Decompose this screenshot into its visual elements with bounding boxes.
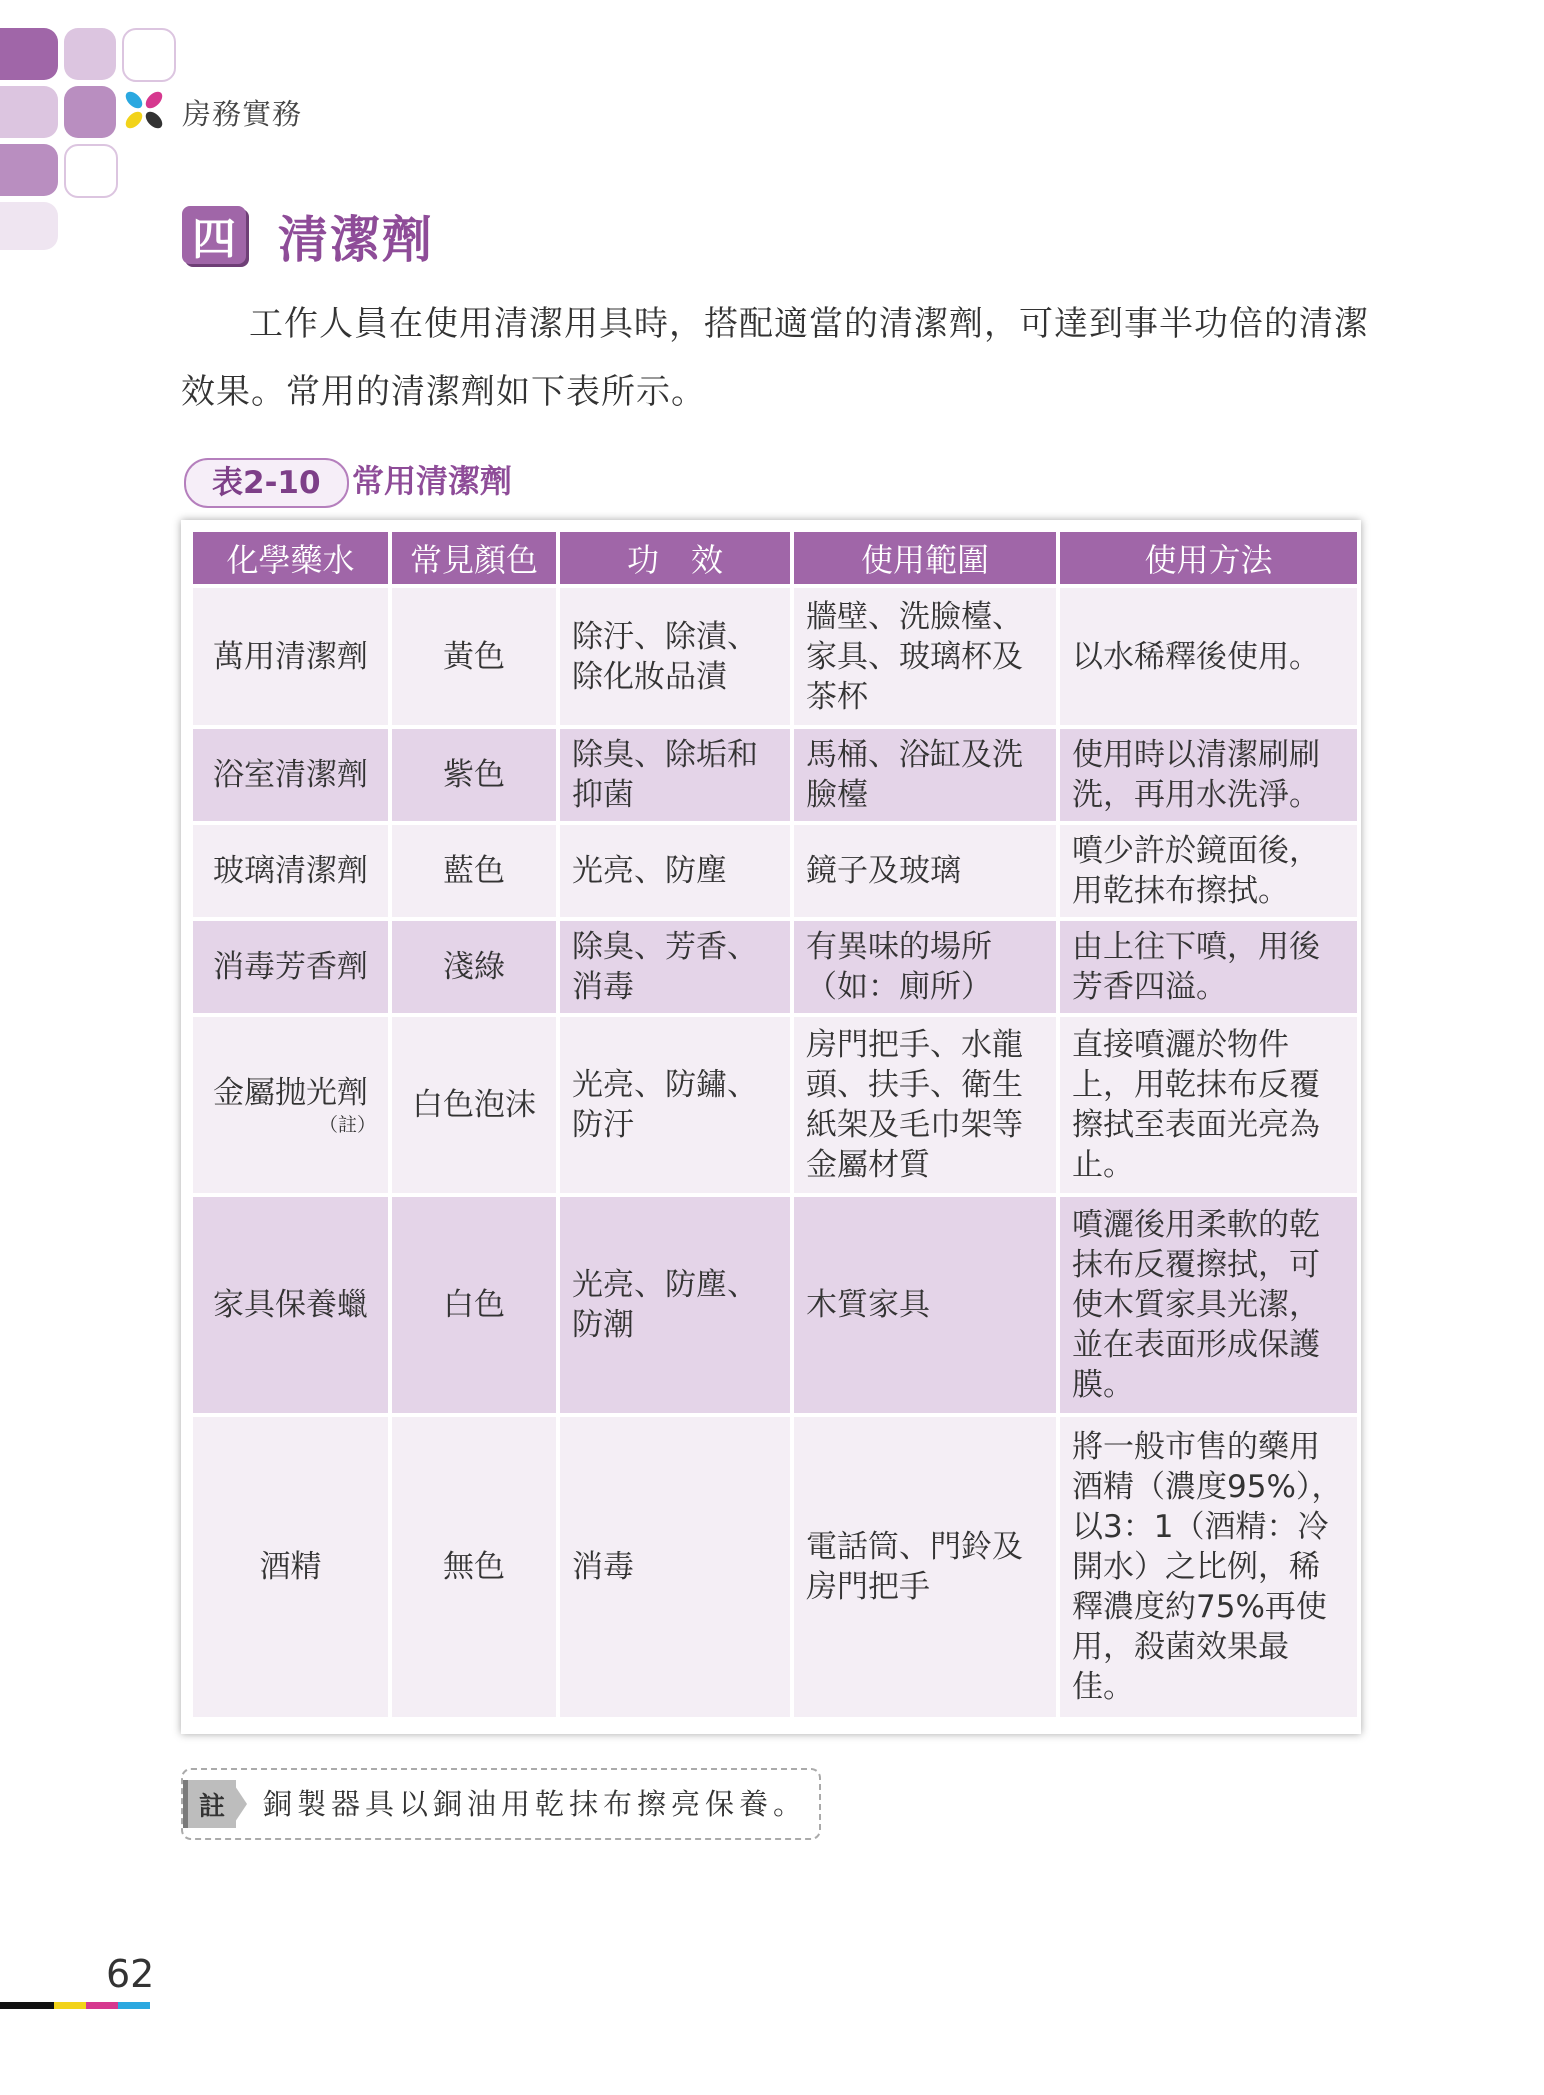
flower-logo-icon xyxy=(122,88,166,132)
cell-effect: 消毒 xyxy=(560,1417,790,1717)
cell-chemical: 消毒芳香劑 xyxy=(193,921,388,1013)
cell-color: 淺綠 xyxy=(392,921,556,1013)
cell-scope: 牆壁、洗臉檯、家具、玻璃杯及茶杯 xyxy=(794,588,1056,725)
cell-color: 白色 xyxy=(392,1197,556,1413)
decor-square xyxy=(64,28,116,80)
cell-method: 噴灑後用柔軟的乾抹布反覆擦拭，可使木質家具光潔，並在表面形成保護膜。 xyxy=(1060,1197,1357,1413)
cell-effect: 除臭、芳香、消毒 xyxy=(560,921,790,1013)
cell-effect: 除汙、除漬、除化妝品漬 xyxy=(560,588,790,725)
color-bar-yellow xyxy=(54,2002,86,2009)
chapter-title: 房務實務 xyxy=(182,97,303,131)
header-effect: 功 效 xyxy=(560,532,790,584)
color-bar-cyan xyxy=(118,2002,150,2009)
section-number: 四 xyxy=(182,206,246,264)
decor-square xyxy=(122,28,176,82)
cell-scope: 鏡子及玻璃 xyxy=(794,825,1056,917)
cell-chemical: 萬用清潔劑 xyxy=(193,588,388,725)
color-bar-black xyxy=(0,2002,54,2009)
decor-square xyxy=(64,86,116,138)
cell-effect: 光亮、防鏽、防汙 xyxy=(560,1017,790,1193)
cell-chemical-with-note xyxy=(193,1017,388,1193)
cell-color: 紫色 xyxy=(392,729,556,821)
footnote-tag-arrow xyxy=(231,1780,247,1828)
footnote-tag: 註 xyxy=(183,1780,236,1828)
header-method: 使用方法 xyxy=(1060,532,1357,584)
table-row xyxy=(193,1017,1357,1193)
decor-square xyxy=(0,144,58,196)
cell-chemical: 浴室清潔劑 xyxy=(193,729,388,821)
cell-scope: 馬桶、浴缸及洗臉檯 xyxy=(794,729,1056,821)
cell-method: 將一般市售的藥用酒精（濃度95%），以3：1（酒精：冷開水）之比例，稀釋濃度約75%再使用，殺菌效果最佳。 xyxy=(1060,1417,1357,1717)
color-bar-magenta xyxy=(86,2002,118,2009)
cell-effect: 除臭、除垢和抑菌 xyxy=(560,729,790,821)
cell-method: 由上往下噴，用後芳香四溢。 xyxy=(1060,921,1357,1013)
cell-chemical: 家具保養蠟 xyxy=(193,1197,388,1413)
cell-color: 藍色 xyxy=(392,825,556,917)
footnote-box xyxy=(181,1768,821,1840)
cell-scope: 有異味的場所（如：廁所） xyxy=(794,921,1056,1013)
table-row xyxy=(193,1417,1357,1717)
table-row xyxy=(193,588,1357,725)
cell-color: 無色 xyxy=(392,1417,556,1717)
table-header-row xyxy=(193,532,1357,584)
cell-scope: 木質家具 xyxy=(794,1197,1056,1413)
cell-effect: 光亮、防塵、防潮 xyxy=(560,1197,790,1413)
section-title: 清潔劑 xyxy=(278,211,434,269)
cell-method: 以水稀釋後使用。 xyxy=(1060,588,1357,725)
table-row xyxy=(193,729,1357,821)
cell-chemical: 金屬抛光劑 xyxy=(213,1075,368,1111)
header-scope: 使用範圍 xyxy=(794,532,1056,584)
footnote-marker: （註） xyxy=(318,1114,376,1136)
cell-chemical: 酒精 xyxy=(193,1417,388,1717)
table-row xyxy=(193,921,1357,1013)
cleaner-table xyxy=(189,528,1361,1721)
cell-method: 直接噴灑於物件上，用乾抹布反覆擦拭至表面光亮為止。 xyxy=(1060,1017,1357,1193)
table-label: 表2-10 xyxy=(184,458,349,508)
header-chemical: 化學藥水 xyxy=(193,532,388,584)
decor-square xyxy=(0,202,58,250)
cell-scope: 房門把手、水龍頭、扶手、衛生紙架及毛巾架等金屬材質 xyxy=(794,1017,1056,1193)
decor-square xyxy=(0,28,58,80)
cell-color: 白色泡沫 xyxy=(392,1017,556,1193)
header-color: 常見顏色 xyxy=(392,532,556,584)
table-row xyxy=(193,1197,1357,1413)
table-title: 常用清潔劑 xyxy=(352,462,513,500)
intro-paragraph: 工作人員在使用清潔用具時，搭配適當的清潔劑，可達到事半功倍的清潔效果。常用的清潔劑如下表所示。 xyxy=(181,304,1369,412)
cell-method: 噴少許於鏡面後，用乾抹布擦拭。 xyxy=(1060,825,1357,917)
page-number: 62 xyxy=(106,1952,155,1996)
decor-square xyxy=(64,144,118,198)
decor-square xyxy=(0,86,58,138)
cell-method: 使用時以清潔刷刷洗，再用水洗淨。 xyxy=(1060,729,1357,821)
footnote-text: 銅製器具以銅油用乾抹布擦亮保養。 xyxy=(263,1787,808,1821)
cleaner-table-container xyxy=(181,520,1361,1734)
cell-effect: 光亮、防塵 xyxy=(560,825,790,917)
cell-scope: 電話筒、門鈴及房門把手 xyxy=(794,1417,1056,1717)
cell-color: 黃色 xyxy=(392,588,556,725)
cell-chemical: 玻璃清潔劑 xyxy=(193,825,388,917)
table-row xyxy=(193,825,1357,917)
